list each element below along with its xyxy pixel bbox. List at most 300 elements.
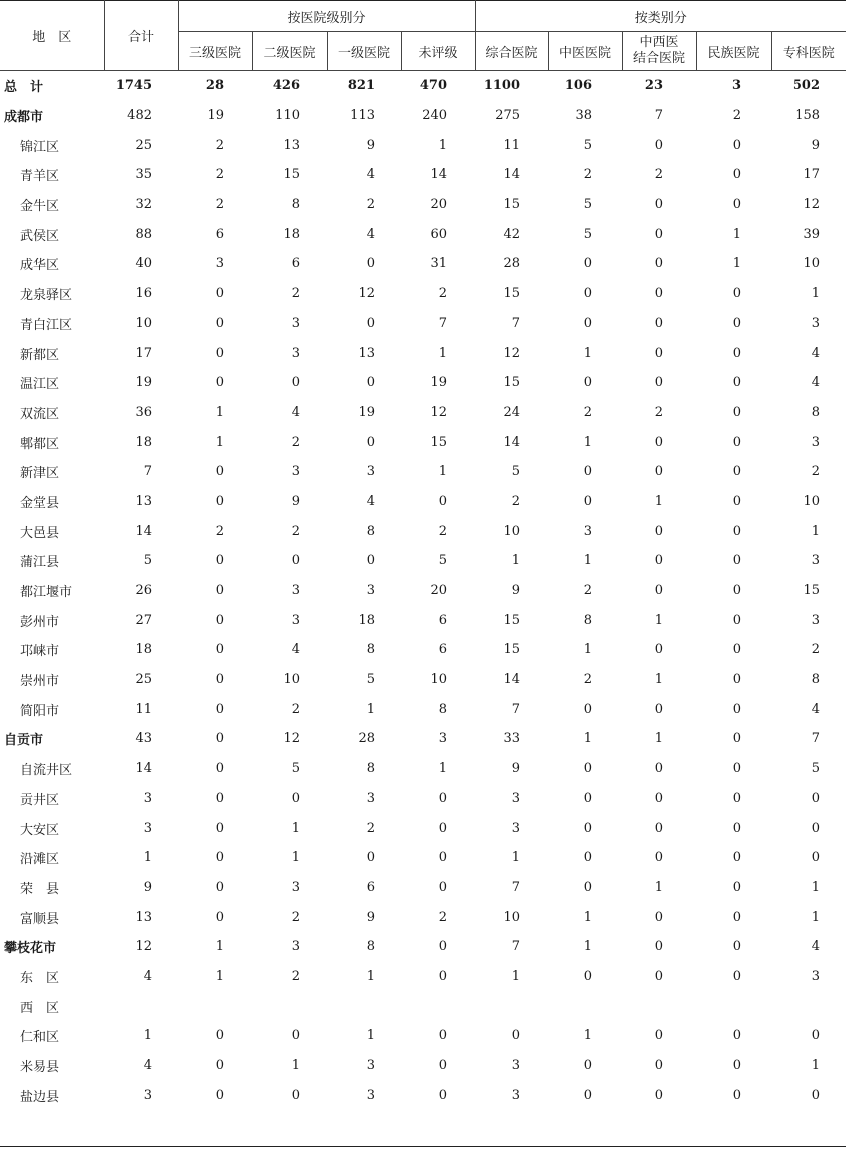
- cell-value: 17: [135, 345, 152, 361]
- cell-value: 0: [215, 761, 224, 777]
- table-row: [0, 219, 846, 249]
- cell-value: 2: [291, 968, 300, 984]
- cell-value: 2: [438, 523, 448, 539]
- cell-value: 18: [358, 612, 375, 628]
- cell-value: 1: [291, 820, 300, 836]
- cell-value: 13: [358, 345, 375, 361]
- cell-value: 3: [291, 612, 300, 628]
- cell-value: 0: [215, 701, 224, 717]
- region-name: 大邑县: [20, 525, 60, 541]
- cell-value: 110: [275, 108, 300, 124]
- cell-value: 0: [654, 197, 664, 213]
- cell-value: 5: [291, 761, 300, 777]
- cell-value: 12: [135, 939, 152, 955]
- header-region: 地 区: [0, 1, 104, 71]
- cell-value: [696, 991, 771, 1021]
- cell-value: 10: [283, 672, 300, 688]
- cell-value: 12: [430, 404, 448, 420]
- table-row: [0, 754, 846, 784]
- cell-value: 8: [366, 939, 375, 955]
- cell-value: 426: [272, 78, 300, 94]
- cell-value: 1: [143, 850, 152, 866]
- cell-value: 8: [366, 761, 375, 777]
- cell-value: 0: [438, 879, 448, 895]
- cell-value: 19: [430, 375, 448, 391]
- cell-value: 0: [583, 286, 593, 302]
- cell-value: 8: [366, 642, 375, 658]
- cell-value: 240: [422, 108, 448, 124]
- cell-value: 0: [654, 968, 664, 984]
- cell-value: 4: [366, 226, 375, 242]
- cell-value: 3: [366, 1087, 375, 1103]
- cell-value: 15: [503, 375, 521, 391]
- cell-value: 0: [732, 850, 742, 866]
- cell-value: 0: [583, 1058, 593, 1074]
- cell-value: 15: [503, 642, 521, 658]
- cell-value: 19: [135, 375, 152, 391]
- cell-value: 13: [135, 493, 152, 509]
- region-name: 崇州市: [20, 674, 60, 690]
- cell-value: 0: [732, 493, 742, 509]
- cell-value: 0: [366, 850, 375, 866]
- cell-value: 1: [583, 1028, 593, 1044]
- cell-value: 0: [654, 642, 664, 658]
- cell-value: 2: [291, 286, 300, 302]
- cell-value: 0: [654, 850, 664, 866]
- cell-value: 15: [803, 583, 821, 599]
- table-row: [0, 694, 846, 724]
- cell-value: 0: [583, 761, 593, 777]
- table-row: [0, 873, 846, 903]
- region-name: 攀枝花市: [4, 941, 57, 957]
- cell-value: 0: [654, 226, 664, 242]
- cell-value: [475, 991, 548, 1021]
- cell-value: 3: [143, 820, 152, 836]
- cell-value: 2: [583, 583, 593, 599]
- cell-value: 0: [732, 820, 742, 836]
- region-name: 自流井区: [20, 763, 73, 779]
- cell-value: 5: [583, 197, 593, 213]
- cell-value: 0: [654, 761, 664, 777]
- cell-value: 10: [503, 909, 521, 925]
- header-by-type: 按类别分: [475, 1, 846, 32]
- cell-value: 7: [511, 879, 521, 895]
- cell-value: 1: [583, 939, 593, 955]
- cell-value: 15: [503, 197, 521, 213]
- cell-value: 106: [564, 78, 593, 94]
- cell-value: 0: [583, 790, 593, 806]
- cell-value: 2: [215, 167, 224, 183]
- cell-value: 2: [732, 108, 742, 124]
- cell-value: 0: [732, 879, 742, 895]
- cell-value: 1: [583, 345, 593, 361]
- cell-value: 1: [143, 1028, 152, 1044]
- cell-value: 9: [811, 137, 821, 153]
- table-row: [0, 249, 846, 279]
- cell-value: 0: [654, 939, 664, 955]
- cell-value: 0: [366, 256, 375, 272]
- cell-value: 0: [732, 315, 742, 331]
- cell-value: 2: [654, 404, 664, 420]
- cell-value: 0: [438, 820, 448, 836]
- header-type-col-3: 中西医 结合医院: [622, 32, 696, 71]
- cell-value: 38: [575, 108, 593, 124]
- region-name: 总 计: [4, 80, 44, 96]
- cell-value: 1745: [115, 78, 152, 94]
- cell-value: 0: [583, 879, 593, 895]
- cell-value: 0: [366, 375, 375, 391]
- table-row: [0, 635, 846, 665]
- cell-value: 12: [503, 345, 521, 361]
- cell-value: 13: [283, 137, 300, 153]
- cell-value: 1: [511, 553, 521, 569]
- cell-value: 1: [583, 642, 593, 658]
- cell-value: 0: [583, 968, 593, 984]
- cell-value: 0: [654, 256, 664, 272]
- cell-value: 14: [430, 167, 448, 183]
- cell-value: 0: [438, 1058, 448, 1074]
- cell-value: 1: [291, 1058, 300, 1074]
- cell-value: 19: [207, 108, 224, 124]
- header-type-col-1: 综合医院: [475, 32, 548, 71]
- cell-value: 1: [583, 434, 593, 450]
- cell-value: 3: [811, 434, 821, 450]
- cell-value: 0: [438, 968, 448, 984]
- cell-value: 8: [811, 404, 821, 420]
- cell-value: 0: [732, 790, 742, 806]
- cell-value: 1: [811, 286, 821, 302]
- cell-value: 2: [438, 286, 448, 302]
- cell-value: 0: [583, 256, 593, 272]
- cell-value: 3: [215, 256, 224, 272]
- cell-value: 502: [792, 78, 821, 94]
- cell-value: 0: [732, 1058, 742, 1074]
- cell-value: 24: [503, 404, 521, 420]
- cell-value: 0: [654, 434, 664, 450]
- cell-value: 15: [430, 434, 448, 450]
- cell-value: 1: [366, 968, 375, 984]
- cell-value: 0: [654, 1087, 664, 1103]
- cell-value: 14: [503, 434, 521, 450]
- cell-value: 0: [654, 315, 664, 331]
- region-name: 新津区: [20, 466, 60, 482]
- cell-value: 1: [811, 909, 821, 925]
- cell-value: 3: [583, 523, 593, 539]
- cell-value: 2: [511, 493, 521, 509]
- cell-value: 12: [358, 286, 375, 302]
- cell-value: 12: [803, 197, 821, 213]
- cell-value: 0: [654, 1058, 664, 1074]
- cell-value: 3: [366, 464, 375, 480]
- table-row: [0, 1021, 846, 1051]
- cell-value: 4: [143, 1058, 152, 1074]
- cell-value: 9: [511, 761, 521, 777]
- cell-value: 0: [215, 583, 224, 599]
- cell-value: 0: [583, 493, 593, 509]
- header-type-col-4: 民族医院: [696, 32, 771, 71]
- cell-value: 3: [291, 879, 300, 895]
- cell-value: 0: [215, 612, 224, 628]
- region-name: 贡井区: [20, 792, 60, 808]
- cell-value: 13: [135, 909, 152, 925]
- cell-value: 31: [430, 256, 448, 272]
- cell-value: 3: [366, 1058, 375, 1074]
- cell-value: 7: [811, 731, 821, 747]
- cell-value: 0: [811, 1028, 821, 1044]
- cell-value: 4: [811, 375, 821, 391]
- cell-value: 0: [215, 464, 224, 480]
- cell-value: 0: [732, 286, 742, 302]
- cell-value: 0: [215, 286, 224, 302]
- cell-value: 10: [503, 523, 521, 539]
- cell-value: 0: [732, 1087, 742, 1103]
- cell-value: 8: [438, 701, 448, 717]
- cell-value: 0: [215, 731, 224, 747]
- cell-value: 7: [511, 315, 521, 331]
- cell-value: 3: [731, 78, 742, 94]
- cell-value: 6: [291, 256, 300, 272]
- cell-value: 9: [291, 493, 300, 509]
- cell-value: 0: [811, 790, 821, 806]
- cell-value: 1: [215, 968, 224, 984]
- cell-value: 0: [291, 790, 300, 806]
- cell-value: 2: [438, 909, 448, 925]
- cell-value: 23: [644, 78, 664, 94]
- region-name: 温江区: [20, 377, 60, 393]
- cell-value: 158: [795, 108, 821, 124]
- cell-value: 12: [283, 731, 300, 747]
- cell-value: 2: [811, 464, 821, 480]
- cell-value: 25: [135, 672, 152, 688]
- table-header: [0, 1, 846, 71]
- cell-value: 1: [438, 464, 448, 480]
- region-name: 新都区: [20, 347, 60, 363]
- cell-value: 0: [654, 375, 664, 391]
- cell-value: 1: [215, 404, 224, 420]
- cell-value: 4: [811, 345, 821, 361]
- cell-value: 0: [732, 1028, 742, 1044]
- cell-value: 0: [215, 642, 224, 658]
- cell-value: 0: [215, 820, 224, 836]
- cell-value: 821: [347, 78, 375, 94]
- cell-value: 3: [438, 731, 448, 747]
- cell-value: 20: [430, 197, 448, 213]
- table-row: [0, 457, 846, 487]
- cell-value: 1: [215, 434, 224, 450]
- cell-value: 0: [511, 1028, 521, 1044]
- table-row: [0, 576, 846, 606]
- cell-value: 0: [654, 909, 664, 925]
- cell-value: 1: [654, 731, 664, 747]
- cell-value: 11: [503, 137, 521, 153]
- region-name: 沿滩区: [20, 852, 60, 868]
- city-row: [0, 724, 846, 754]
- cell-value: 0: [732, 672, 742, 688]
- cell-value: 35: [135, 167, 152, 183]
- cell-value: 0: [583, 820, 593, 836]
- cell-value: 470: [419, 78, 448, 94]
- cell-value: 1: [511, 968, 521, 984]
- cell-value: 1: [583, 553, 593, 569]
- cell-value: 0: [215, 345, 224, 361]
- header-level-col-3: 一级医院: [327, 32, 401, 71]
- cell-value: 0: [654, 1028, 664, 1044]
- cell-value: [252, 991, 327, 1021]
- region-name: 大安区: [20, 822, 60, 838]
- region-name: 青羊区: [20, 169, 60, 185]
- cell-value: 0: [654, 820, 664, 836]
- cell-value: 0: [732, 434, 742, 450]
- cell-value: [771, 991, 846, 1021]
- table-row: [0, 843, 846, 873]
- region-name: 成华区: [20, 258, 60, 274]
- cell-value: 3: [811, 553, 821, 569]
- cell-value: 2: [215, 197, 224, 213]
- cell-value: 4: [366, 493, 375, 509]
- cell-value: 9: [366, 137, 375, 153]
- cell-value: 1: [654, 672, 664, 688]
- cell-value: 9: [511, 583, 521, 599]
- region-name: 武侯区: [20, 228, 60, 244]
- region-name: 锦江区: [20, 139, 60, 155]
- table-row: [0, 1051, 846, 1081]
- cell-value: 1: [438, 345, 448, 361]
- cell-value: 5: [366, 672, 375, 688]
- table-row: [0, 516, 846, 546]
- cell-value: [178, 991, 252, 1021]
- cell-value: 0: [583, 850, 593, 866]
- cell-value: 0: [215, 850, 224, 866]
- cell-value: 2: [215, 523, 224, 539]
- cell-value: 14: [135, 761, 152, 777]
- cell-value: 0: [732, 909, 742, 925]
- cell-value: 0: [654, 583, 664, 599]
- region-name: 金牛区: [20, 199, 60, 215]
- cell-value: 7: [511, 701, 521, 717]
- cell-value: 0: [654, 137, 664, 153]
- cell-value: 0: [215, 493, 224, 509]
- cell-value: 1: [366, 1028, 375, 1044]
- region-name: 金堂县: [20, 495, 60, 511]
- table-row: [0, 398, 846, 428]
- cell-value: 0: [732, 612, 742, 628]
- cell-value: 1: [583, 731, 593, 747]
- cell-value: 10: [430, 672, 448, 688]
- cell-value: [622, 991, 696, 1021]
- region-name: 青白江区: [20, 317, 73, 333]
- cell-value: 4: [291, 404, 300, 420]
- region-name: 龙泉驿区: [20, 288, 73, 304]
- cell-value: 3: [291, 939, 300, 955]
- cell-value: 7: [438, 315, 448, 331]
- table-row: [0, 368, 846, 398]
- cell-value: 0: [654, 523, 664, 539]
- table-body: [0, 71, 846, 1111]
- cell-value: 0: [583, 375, 593, 391]
- cell-value: 36: [135, 404, 152, 420]
- cell-value: 1: [583, 909, 593, 925]
- cell-value: 0: [732, 761, 742, 777]
- region-name: 自贡市: [4, 733, 44, 749]
- cell-value: 0: [732, 137, 742, 153]
- table-row: [0, 309, 846, 339]
- cell-value: 2: [583, 672, 593, 688]
- cell-value: 2: [811, 642, 821, 658]
- cell-value: 2: [291, 701, 300, 717]
- cell-value: 4: [366, 167, 375, 183]
- cell-value: 482: [127, 108, 152, 124]
- cell-value: 0: [438, 850, 448, 866]
- cell-value: 7: [143, 464, 152, 480]
- cell-value: 3: [811, 315, 821, 331]
- cell-value: 1: [438, 137, 448, 153]
- cell-value: 28: [503, 256, 521, 272]
- region-name: 邛崃市: [20, 644, 60, 660]
- cell-value: 19: [358, 404, 375, 420]
- cell-value: 1: [438, 761, 448, 777]
- cell-value: 33: [503, 731, 521, 747]
- header-total: 合计: [104, 1, 178, 71]
- cell-value: 6: [215, 226, 224, 242]
- table-row: [0, 427, 846, 457]
- cell-value: 0: [732, 968, 742, 984]
- cell-value: 0: [438, 493, 448, 509]
- cell-value: [401, 991, 475, 1021]
- cell-value: 275: [495, 108, 521, 124]
- cell-value: 11: [135, 701, 152, 717]
- cell-value: 0: [438, 939, 448, 955]
- cell-value: 42: [503, 226, 521, 242]
- cell-value: 20: [430, 583, 448, 599]
- cell-value: 1: [654, 612, 664, 628]
- cell-value: [548, 991, 622, 1021]
- cell-value: 4: [291, 642, 300, 658]
- cell-value: 0: [291, 375, 300, 391]
- cell-value: 0: [215, 672, 224, 688]
- cell-value: 113: [350, 108, 375, 124]
- cell-value: 39: [803, 226, 821, 242]
- cell-value: 0: [583, 1087, 593, 1103]
- cell-value: 3: [511, 1087, 521, 1103]
- region-name: 郫都区: [20, 436, 60, 452]
- cell-value: 0: [291, 1028, 300, 1044]
- table-row: [0, 338, 846, 368]
- cell-value: 1: [732, 256, 742, 272]
- cell-value: 6: [366, 879, 375, 895]
- cell-value: 2: [366, 820, 375, 836]
- cell-value: 3: [291, 315, 300, 331]
- cell-value: 2: [583, 167, 593, 183]
- cell-value: 1100: [483, 78, 521, 94]
- cell-value: 3: [143, 790, 152, 806]
- cell-value: 3: [811, 968, 821, 984]
- cell-value: 9: [143, 879, 152, 895]
- cell-value: 0: [654, 701, 664, 717]
- cell-value: 0: [654, 553, 664, 569]
- cell-value: 0: [366, 315, 375, 331]
- cell-value: 0: [583, 315, 593, 331]
- cell-value: 4: [811, 701, 821, 717]
- cell-value: 40: [135, 256, 152, 272]
- region-name: 米易县: [20, 1060, 60, 1076]
- region-name: 蒲江县: [20, 555, 60, 571]
- cell-value: 0: [732, 167, 742, 183]
- header-by-level: 按医院级别分: [178, 1, 475, 32]
- cell-value: 0: [215, 1058, 224, 1074]
- cell-value: 15: [503, 286, 521, 302]
- cell-value: 3: [511, 790, 521, 806]
- table-row: [0, 487, 846, 517]
